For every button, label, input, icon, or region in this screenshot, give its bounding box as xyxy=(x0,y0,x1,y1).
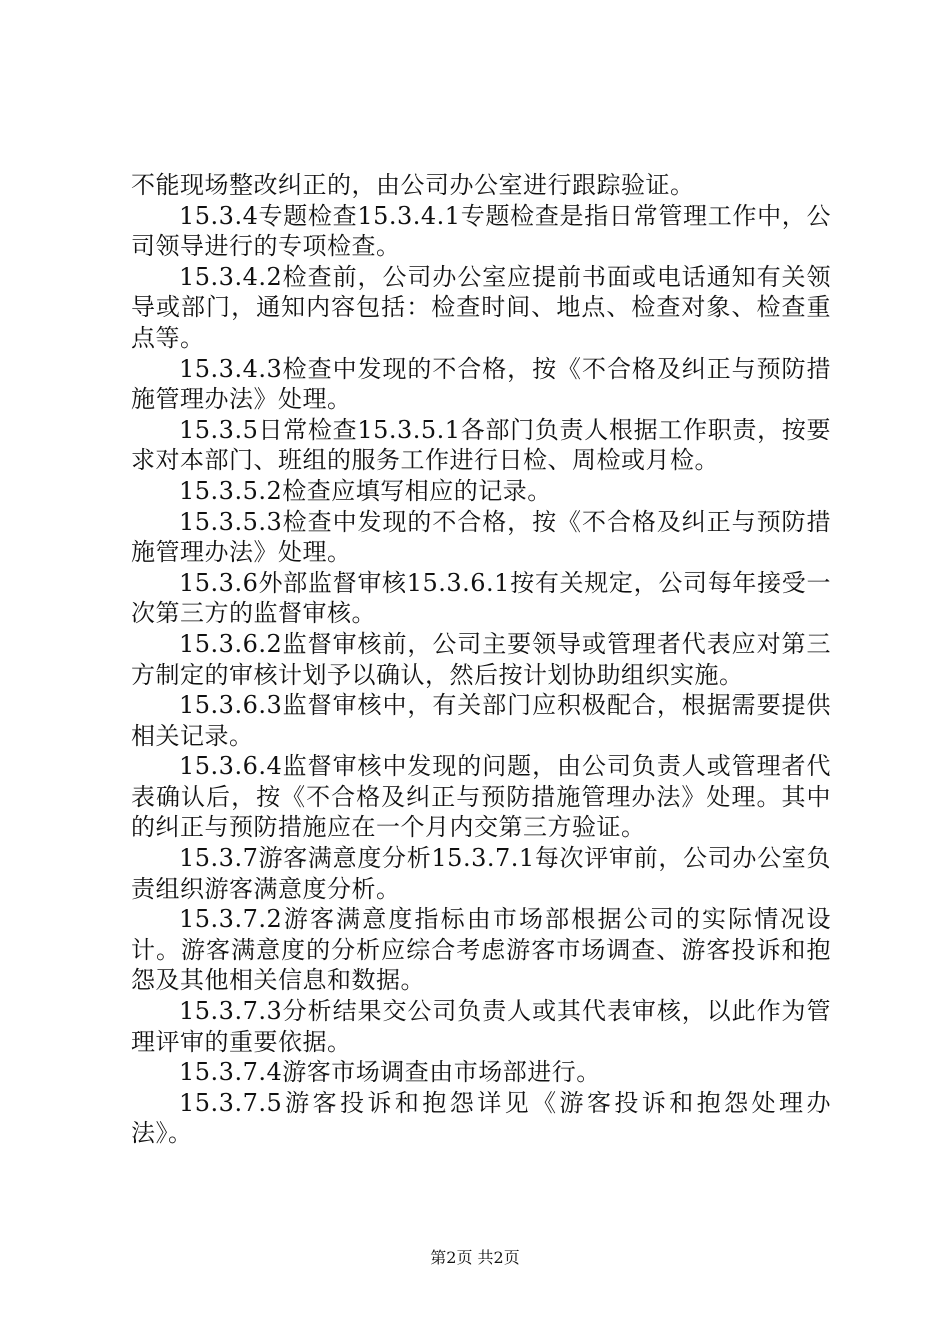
paragraph: 15.3.6.4监督审核中发现的问题，由公司负责人或管理者代表确认后，按《不合格及纠正与预防措施管理办法》处理。其中的纠正与预防措施应在一个月内交第三方验证。 xyxy=(131,752,831,842)
paragraph: 15.3.5日常检查15.3.5.1各部门负责人根据工作职责，按要求对本部门、班组的服务工作进行日检、周检或月检。 xyxy=(131,415,831,475)
paragraph: 15.3.6.3监督审核中，有关部门应积极配合，根据需要提供相关记录。 xyxy=(131,691,831,750)
paragraph: 15.3.7.2游客满意度指标由市场部根据公司的实际情况设计。游客满意度的分析应综合考虑游客市场调查、游客投诉和抱怨及其他相关信息和数据。 xyxy=(131,905,831,995)
paragraph: 15.3.5.3检查中发现的不合格，按《不合格及纠正与预防措施管理办法》处理。 xyxy=(131,507,831,567)
paragraph: 15.3.7.5游客投诉和抱怨详见《游客投诉和抱怨处理办法》。 xyxy=(131,1088,831,1148)
paragraph: 15.3.6外部监督审核15.3.6.1按有关规定，公司每年接受一次第三方的监督审核。 xyxy=(131,568,831,628)
paragraph: 15.3.4专题检查15.3.4.1专题检查是指日常管理工作中，公司领导进行的专项检查。 xyxy=(131,201,831,261)
page-footer: 第2页 共2页 xyxy=(430,1248,520,1267)
paragraph: 不能现场整改纠正的，由公司办公室进行跟踪验证。 xyxy=(131,171,695,199)
paragraph: 15.3.5.2检查应填写相应的记录。 xyxy=(179,476,552,505)
paragraph: 15.3.4.2检查前，公司办公室应提前书面或电话通知有关领导或部门，通知内容包括：检查时间、地点、检查对象、检查重点等。 xyxy=(131,262,831,352)
paragraph: 15.3.7游客满意度分析15.3.7.1每次评审前，公司办公室负责组织游客满意度分析。 xyxy=(131,844,831,903)
document-body xyxy=(131,170,831,1149)
paragraph: 15.3.4.3检查中发现的不合格，按《不合格及纠正与预防措施管理办法》处理。 xyxy=(131,354,831,414)
paragraph: 15.3.7.4游客市场调查由市场部进行。 xyxy=(179,1058,601,1087)
paragraph: 15.3.7.3分析结果交公司负责人或其代表审核，以此作为管理评审的重要依据。 xyxy=(131,997,831,1056)
paragraph: 15.3.6.2监督审核前，公司主要领导或管理者代表应对第三方制定的审核计划予以确认，然后按计划协助组织实施。 xyxy=(131,629,831,689)
